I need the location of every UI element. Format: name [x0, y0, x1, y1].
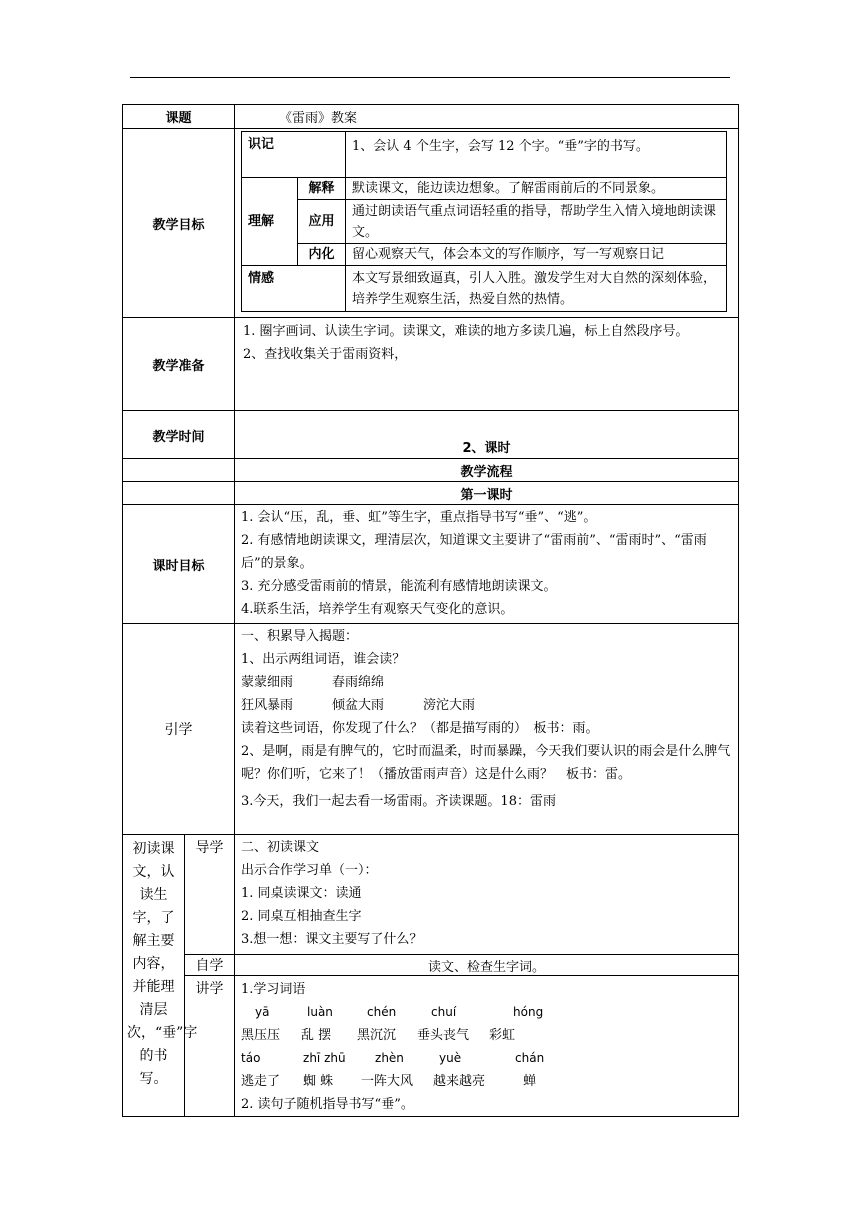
guide-label: 导学	[185, 835, 235, 955]
row-lesson1	[123, 482, 739, 505]
goal-qinggan-text: 本文写景细致逼真，引人入胜。激发学生对大自然的深刻体验，培养学生观察生活，热爱自然的热情。	[346, 266, 727, 312]
prep-label: 教学准备	[123, 318, 235, 411]
pinyin-1-1: yā	[255, 1005, 270, 1019]
goal-jieshi-text: 默读课文，能边读边想象。了解雷雨前后的不同景象。	[346, 178, 727, 200]
word-1-1: 黑压压	[241, 1028, 281, 1043]
teach-cell	[235, 976, 739, 1117]
goal-shiji-label: 识记	[242, 132, 346, 178]
word-1-4: 垂头丧气	[417, 1028, 470, 1043]
pinyin-2-1: táo	[241, 1051, 261, 1065]
pinyin-1-3: chén	[367, 1005, 397, 1019]
pinyin-2-5: chán	[515, 1051, 545, 1065]
teach-label: 讲学	[185, 976, 235, 1117]
row-time	[123, 411, 739, 459]
prep-line-2: 2、查找收集关于雷雨资料，	[243, 347, 408, 362]
row-intro	[123, 624, 739, 835]
goals-label: 教学目标	[123, 129, 235, 318]
intro-line-7: 3.今天，我们一起去看一场雷雨。齐读课题。18：雷雨	[241, 794, 556, 809]
pinyin-1-5: hóng	[513, 1005, 544, 1019]
row-prep	[123, 318, 739, 411]
guide-line-1: 二、初读课文	[241, 840, 320, 855]
title-label: 课题	[123, 105, 235, 129]
goal-lijie-label: 理解	[242, 178, 298, 266]
prep-cell	[235, 318, 739, 411]
guide-cell	[235, 835, 739, 955]
goals-inner-table	[241, 131, 727, 312]
prep-line-1: 1. 圈字画词、认读生字词。读课文，难读的地方多读几遍，标上自然段序号。	[243, 324, 689, 339]
pinyin-2-2: zhī zhū	[303, 1051, 346, 1065]
intro-line-1: 一、积累导入揭题：	[241, 629, 359, 644]
goal-yingyong-text: 通过朗读语气重点词语轻重的指导，帮助学生入情入境地朗读课文。	[346, 200, 727, 244]
row-lesson-goals	[123, 505, 739, 624]
row-flow	[123, 459, 739, 482]
word-1-3: 黑沉沉	[357, 1028, 397, 1043]
lesson-goal-1: 1. 会认“压，乱，垂、虹”等生字，重点指导书写“垂”、“逃”。	[241, 510, 597, 525]
lesson1-label: 第一课时	[235, 482, 739, 505]
word-2-5: 蝉	[523, 1074, 537, 1089]
lesson-goals-cell	[235, 505, 739, 624]
goal-neihua-text: 留心观察天气，体会本文的写作顺序，写一写观察日记	[346, 244, 727, 266]
self-text: 读文、检查生字词。	[235, 955, 739, 976]
pinyin-2-3: zhèn	[375, 1051, 404, 1065]
word-2-3: 一阵大风	[361, 1074, 414, 1089]
intro-line-2: 1、出示两组词语，谁会读？	[241, 652, 406, 667]
guide-line-5: 3.想一想：课文主要写了什么？	[241, 932, 423, 947]
guide-line-2: 出示合作学习单（一）：	[241, 863, 378, 878]
lesson-goals-label: 课时目标	[123, 505, 235, 624]
word-1-5: 彩虹	[489, 1028, 516, 1043]
pinyin-2-4: yuè	[439, 1051, 462, 1065]
intro-line-4: 狂风暴雨 倾盆大雨 滂沱大雨	[241, 698, 476, 713]
intro-cell	[235, 624, 739, 835]
title-value: 《雷雨》教案	[235, 105, 739, 129]
pinyin-row-1	[235, 1001, 738, 1024]
words-row-2	[235, 1070, 738, 1093]
row-goals	[123, 129, 739, 318]
lesson-plan-table	[122, 104, 739, 1117]
row-guide	[123, 835, 739, 955]
pinyin-row-2	[235, 1047, 738, 1070]
intro-line-6: 2、是啊，雨是有脾气的，它时而温柔，时而暴躁，今天我们要认识的雨会是什么脾气呢？你们听，它来了！（播放雷雨声音）这是什么雨？ 板书：雷。	[241, 744, 731, 782]
header-rule	[130, 77, 730, 78]
time-label: 教学时间	[123, 411, 235, 459]
goal-qinggan-label: 情感	[242, 266, 346, 312]
flow-label: 教学流程	[235, 459, 739, 482]
teach-head: 1.学习词语	[241, 982, 306, 997]
word-1-2: 乱 摆	[301, 1028, 332, 1043]
word-2-2: 蜘 蛛	[303, 1074, 334, 1089]
lesson-goal-2: 2. 有感情地朗读课文，理清层次，知道课文主要讲了“雷雨前”、“雷雨时”、“雷雨后”的景象。	[241, 533, 707, 571]
lesson-goal-3: 3. 充分感受雷雨前的情景，能流利有感情地朗读课文。	[241, 579, 557, 594]
read-side-label: 初读课文，认读生字，了解主要内容，并能理清层次，“垂”字的书写。	[123, 835, 185, 1117]
row-self	[123, 955, 739, 976]
words-row-1	[235, 1024, 738, 1047]
pinyin-1-4: chuí	[431, 1005, 457, 1019]
guide-line-3: 1. 同桌读课文：读通	[241, 886, 362, 901]
goals-cell	[235, 129, 739, 318]
time-value: 2、课时	[235, 411, 739, 459]
word-2-1: 逃走了	[241, 1074, 281, 1089]
goal-neihua-label: 内化	[298, 244, 346, 266]
intro-line-3: 蒙蒙细雨 春雨绵绵	[241, 675, 385, 690]
goal-jieshi-label: 解释	[298, 178, 346, 200]
goal-yingyong-label: 应用	[298, 200, 346, 244]
pinyin-1-2: luàn	[307, 1005, 333, 1019]
lesson-goal-4: 4.联系生活，培养学生有观察天气变化的意识。	[241, 602, 514, 617]
intro-line-5: 读着这些词语，你发现了什么？（都是描写雨的） 板书：雨。	[241, 721, 599, 736]
self-label: 自学	[185, 955, 235, 976]
row-title	[123, 105, 739, 129]
goal-shiji-text: 1、会认 4 个生字，会写 12 个字。“垂”字的书写。	[346, 132, 727, 178]
intro-label: 引学	[123, 624, 235, 835]
guide-line-4: 2. 同桌互相抽查生字	[241, 909, 362, 924]
row-teach	[123, 976, 739, 1117]
word-2-4: 越来越亮	[433, 1074, 486, 1089]
teach-tail: 2. 读句子随机指导书写“垂”。	[241, 1097, 414, 1112]
